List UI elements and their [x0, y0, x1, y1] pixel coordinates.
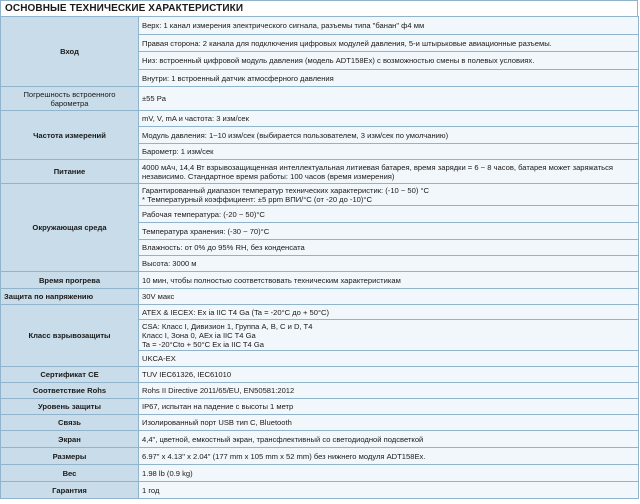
table-row: [1, 289, 639, 305]
table-row: [1, 111, 639, 127]
spec-value: Влажность: от 0% до 95% RH, без конденсата: [139, 240, 639, 256]
table-row: [1, 184, 639, 206]
table-title: ОСНОВНЫЕ ТЕХНИЧЕСКИЕ ХАРАКТЕРИСТИКИ: [0, 0, 638, 16]
spec-label-environment: Окружающая среда: [1, 184, 139, 272]
table-row: [1, 305, 639, 320]
table-row: [1, 482, 639, 499]
spec-label-voltage-protection: Защита по напряжению: [1, 289, 139, 305]
spec-value: Гарантированный диапазон температур технических характеристик: (-10 ~ 50) °C * Температурный коэффициент: ±5 ppm ВПИ/°C (от -20 до -10)°C: [139, 184, 639, 206]
spec-value: Верх: 1 канал измерения электрического сигнала, разъемы типа "банан" ф4 мм: [139, 17, 639, 35]
spec-value: Рабочая температура: (-20 ~ 50)°C: [139, 206, 639, 223]
spec-label-connectivity: Связь: [1, 415, 139, 431]
spec-value: UKCA-EX: [139, 351, 639, 367]
spec-label-screen: Экран: [1, 431, 139, 448]
spec-value: 6.97" x 4.13" x 2.04" (177 mm x 105 mm x 52 mm) без нижнего модуля ADT158Ex.: [139, 448, 639, 465]
table-row: [1, 383, 639, 399]
table-row: [1, 17, 639, 35]
spec-value: Модуль давления: 1~10 изм/сек (выбирается пользователем, 3 изм/сек по умолчанию): [139, 127, 639, 144]
spec-label-explosion-protection: Класс взрывозащиты: [1, 305, 139, 367]
spec-value: 4,4", цветной, емкостный экран, трансфлективный со светодиодной подсветкой: [139, 431, 639, 448]
spec-value: Температура хранения: (-30 ~ 70)°C: [139, 223, 639, 240]
spec-label-ce-certificate: Сертификат CE: [1, 367, 139, 383]
spec-value: 10 мин, чтобы полностью соответствовать техническим характеристикам: [139, 272, 639, 289]
table-row: [1, 160, 639, 184]
spec-value: Правая сторона: 2 канала для подключения цифровых модулей давления, 5-и штырьковые авиационные разъемы.: [139, 35, 639, 52]
spec-value: IP67, испытан на падение с высоты 1 метр: [139, 399, 639, 415]
spec-value: Rohs II Directive 2011/65/EU, EN50581:2012: [139, 383, 639, 399]
table-row: [1, 272, 639, 289]
spec-value: 30V макс: [139, 289, 639, 305]
table-row: [1, 399, 639, 415]
table-row: [1, 367, 639, 383]
table-row: [1, 448, 639, 465]
spec-value: Низ: встроенный цифровой модуль давления (модель ADT158Ex) с возможностью смены в полевых условиях.: [139, 52, 639, 70]
spec-label-warranty: Гарантия: [1, 482, 139, 499]
table-row: [1, 415, 639, 431]
spec-label-measurement-rate: Частота измерений: [1, 111, 139, 160]
spec-value: Внутри: 1 встроенный датчик атмосферного давления: [139, 70, 639, 87]
table-row: [1, 87, 639, 111]
spec-value: TUV IEC61326, IEC61010: [139, 367, 639, 383]
spec-value: mV, V, mA и частота: 3 изм/сек: [139, 111, 639, 127]
spec-value: Высота: 3000 м: [139, 256, 639, 272]
spec-label-warmup: Время прогрева: [1, 272, 139, 289]
spec-value: ±55 Pa: [139, 87, 639, 111]
spec-value: ATEX & IECEX: Ex ia IIC T4 Ga (Ta = -20°C до + 50°C): [139, 305, 639, 320]
spec-label-power: Питание: [1, 160, 139, 184]
spec-value: Барометр: 1 изм/сек: [139, 144, 639, 160]
spec-value: CSA: Класс I, Дивизион 1, Группа A, B, C и D, T4 Класс I, Зона 0, AEx ia IIC T4 Ga Ta = -20°Cto + 50°C Ex ia IIC T4 Ga: [139, 320, 639, 351]
spec-value: 1 год: [139, 482, 639, 499]
spec-value: Изолированный порт USB тип C, Bluetooth: [139, 415, 639, 431]
table-row: [1, 465, 639, 482]
spec-label-input: Вход: [1, 17, 139, 87]
spec-value: 4000 мАч, 14,4 Вт взрывозащищенная интеллектуальная литиевая батарея, время зарядки = 6 ~ 8 часов, батарея может заряжаться независимо. Стандартное время работы: 100 часов (время измерения): [139, 160, 639, 184]
spec-label-protection-level: Уровень защиты: [1, 399, 139, 415]
spec-label-weight: Вес: [1, 465, 139, 482]
table-row: [1, 431, 639, 448]
spec-table: [0, 16, 639, 499]
spec-value: 1.98 lb (0.9 kg): [139, 465, 639, 482]
spec-label-barometer-accuracy: Погрешность встроенного барометра: [1, 87, 139, 111]
spec-label-dimensions: Размеры: [1, 448, 139, 465]
spec-label-rohs: Соответствие Rohs: [1, 383, 139, 399]
